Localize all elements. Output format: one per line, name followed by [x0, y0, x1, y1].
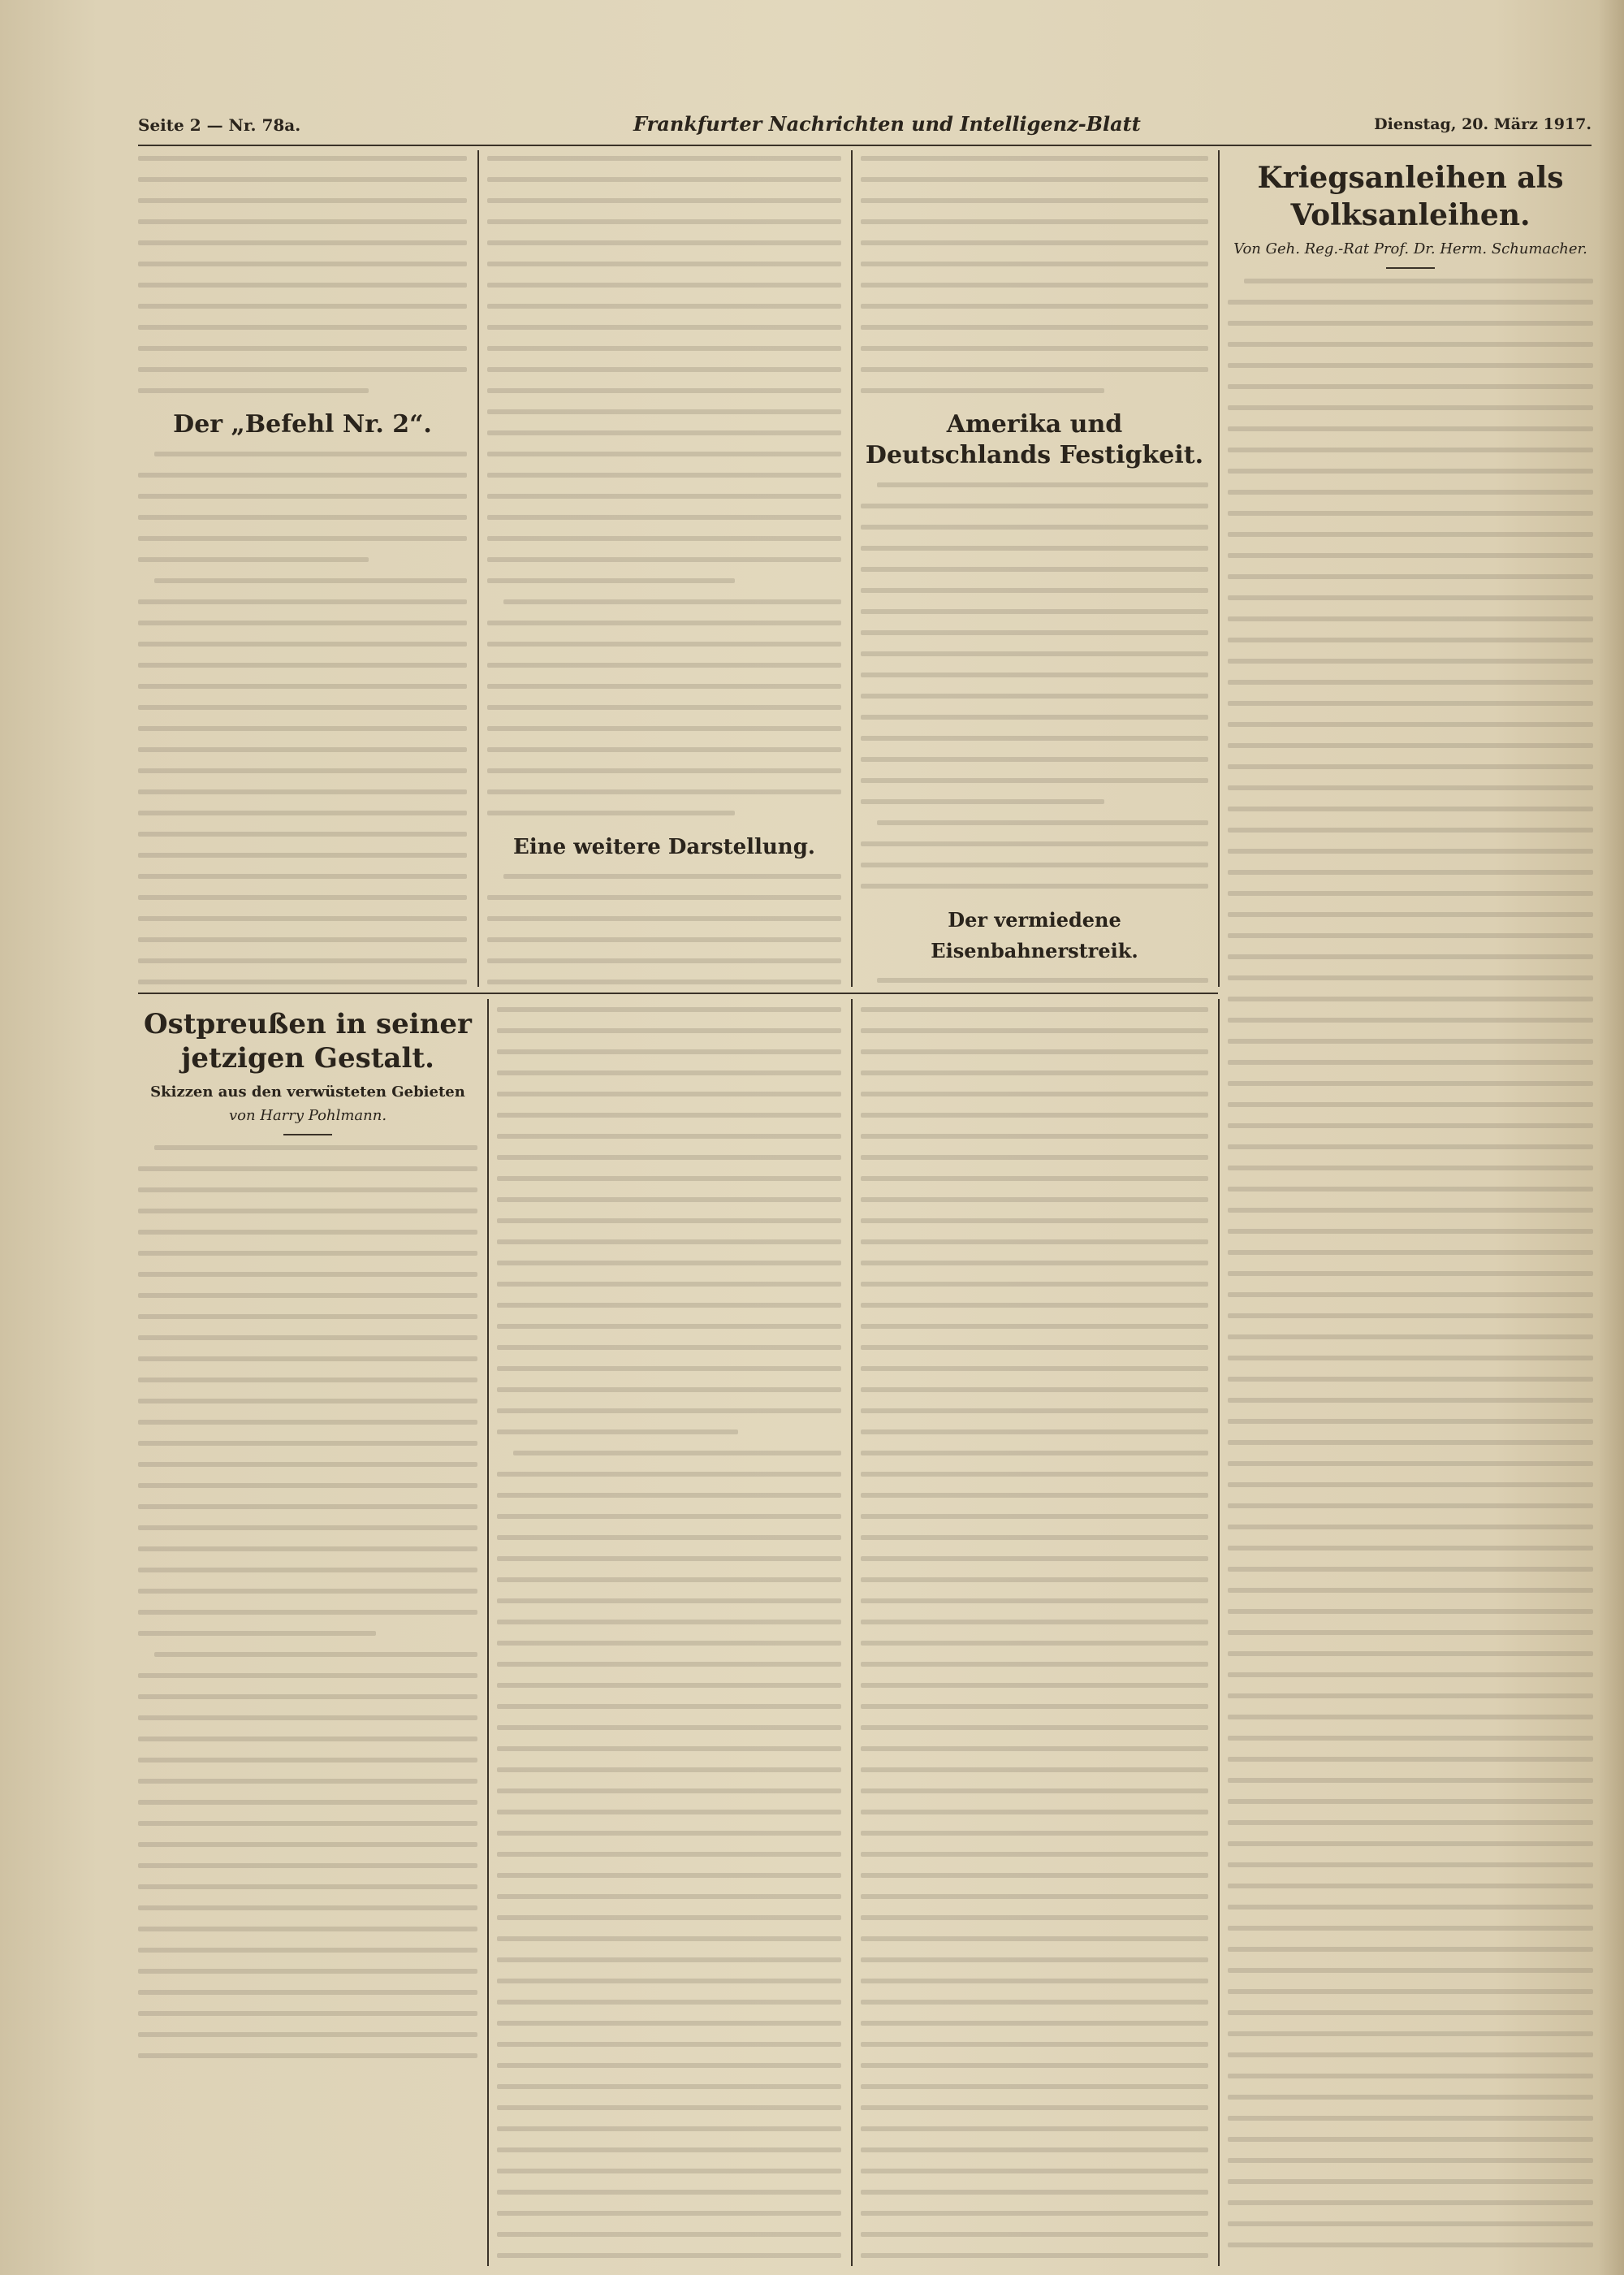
- column-4: [1228, 156, 1593, 2260]
- column-rule: [1218, 999, 1220, 2266]
- article-body: [1228, 279, 1593, 2260]
- article-body: [487, 156, 841, 815]
- article-body: [138, 452, 467, 984]
- article-heading-eisenbahn: Der vermiedene Eisenbahnerstreik.: [931, 908, 1138, 962]
- article-body: [138, 156, 467, 393]
- article-heading-befehl: Der „Befehl Nr. 2“.: [173, 410, 432, 439]
- column-rule: [851, 999, 853, 2266]
- article-body: [138, 1145, 477, 2058]
- page-header: [138, 112, 1592, 136]
- column-rule: [477, 150, 479, 987]
- article-body: [861, 482, 1208, 889]
- column-rule: [851, 150, 853, 987]
- article-byline: Von Geh. Reg.-Rat Prof. Dr. Herm. Schumacher.: [1233, 240, 1587, 257]
- article-heading-ostpreussen: Ostpreußen in seiner jetzigen Gestalt.: [144, 1008, 472, 1075]
- article-subheading: Skizzen aus den verwüsteten Gebieten: [150, 1083, 465, 1101]
- column-3-upper: [861, 156, 1208, 984]
- article-heading-darstellung: Eine weitere Darstellung.: [513, 835, 815, 859]
- separator: [1386, 267, 1435, 269]
- section-rule: [138, 993, 1218, 994]
- article-body: [497, 1007, 841, 2262]
- column-1-lower: [138, 1007, 477, 2262]
- masthead: Frankfurter Nachrichten und Intelligenz-Blatt: [633, 112, 1141, 136]
- separator: [283, 1134, 332, 1135]
- page-label: Seite 2 — Nr. 78a.: [138, 115, 301, 135]
- header-rule: [138, 145, 1592, 146]
- column-2-lower: [497, 1007, 841, 2262]
- article-body: [861, 1007, 1208, 2262]
- column-rule: [1218, 150, 1220, 987]
- page-edge: [1600, 0, 1624, 2275]
- article-byline: von Harry Pohlmann.: [228, 1107, 387, 1124]
- article-heading-kriegsanleihen: Kriegsanleihen als Volksanleihen.: [1257, 161, 1564, 232]
- article-heading-amerika: Amerika und Deutschlands Festigkeit.: [865, 410, 1204, 469]
- column-rule: [487, 999, 489, 2266]
- article-body: [487, 874, 841, 984]
- article-body: [861, 978, 1208, 984]
- column-3-lower: [861, 1007, 1208, 2262]
- column-2-upper: [487, 156, 841, 984]
- article-body: [861, 156, 1208, 393]
- issue-date: Dienstag, 20. März 1917.: [1374, 115, 1592, 133]
- column-1-upper: [138, 156, 467, 984]
